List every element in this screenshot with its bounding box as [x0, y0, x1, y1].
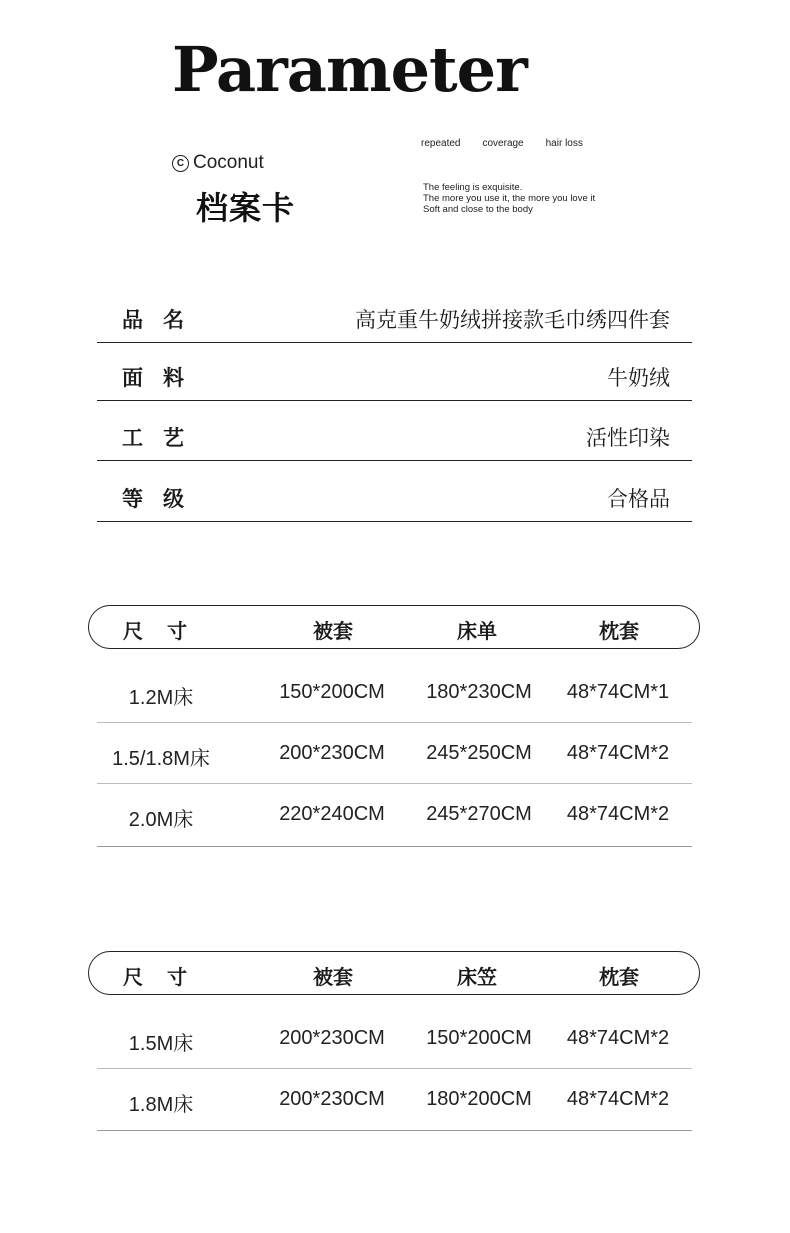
feature-tags	[421, 138, 605, 149]
header-cell: 枕套	[599, 967, 639, 989]
tagline-line: Soft and close to the body	[423, 204, 533, 215]
table-cell: 48*74CM*2	[566, 1027, 670, 1049]
tag-item: repeated	[421, 138, 461, 149]
table-cell: 220*240CM	[279, 803, 385, 825]
table-row	[97, 1069, 692, 1131]
table-cell: 150*200CM	[426, 1027, 532, 1049]
brand-logo	[172, 152, 264, 174]
spec-label: 工艺	[122, 427, 204, 450]
table-cell: 2.0M床	[128, 809, 194, 831]
spec-label: 面料	[122, 367, 204, 390]
table-cell: 48*74CM*2	[566, 1088, 670, 1110]
spec-row-fabric	[97, 343, 692, 401]
table-cell: 200*230CM	[279, 742, 385, 764]
spec-table	[97, 285, 692, 522]
tag-item: coverage	[482, 138, 524, 149]
table-cell: 1.5/1.8M床	[112, 748, 210, 770]
table-row	[97, 662, 692, 723]
table-cell: 48*74CM*1	[566, 681, 670, 703]
table-row	[97, 1008, 692, 1069]
table-cell: 48*74CM*2	[566, 803, 670, 825]
spec-value: 牛奶绒	[607, 367, 670, 390]
size-table-1	[88, 605, 700, 847]
page-title: Parameter	[172, 33, 527, 106]
table-cell: 180*230CM	[426, 681, 532, 703]
table-cell: 1.5M床	[128, 1033, 194, 1055]
size-table-2	[88, 951, 700, 1131]
table-cell: 245*250CM	[426, 742, 532, 764]
header-cell: 尺寸	[123, 621, 211, 643]
header-cell: 尺寸	[123, 967, 211, 989]
header-cell: 被套	[313, 967, 353, 989]
tagline-line: The more you use it, the more you love it	[423, 193, 596, 204]
table-cell: 1.8M床	[128, 1094, 194, 1116]
spec-row-grade	[97, 461, 692, 522]
tag-item: hair loss	[545, 138, 583, 149]
size-table-header	[88, 605, 700, 649]
copyright-icon: C	[172, 155, 189, 172]
header-cell: 枕套	[599, 621, 639, 643]
table-cell: 48*74CM*2	[566, 742, 670, 764]
spec-value: 高克重牛奶绒拼接款毛巾绣四件套	[355, 309, 670, 332]
table-cell: 245*270CM	[426, 803, 532, 825]
brand-name: Coconut	[193, 152, 264, 173]
header-cell: 床单	[457, 621, 497, 643]
header-cell: 被套	[313, 621, 353, 643]
size-table-header	[88, 951, 700, 995]
table-row	[97, 784, 692, 847]
header-cell: 床笠	[457, 967, 497, 989]
table-cell: 200*230CM	[279, 1027, 385, 1049]
tagline	[423, 182, 595, 215]
spec-label: 等级	[122, 488, 204, 511]
spec-value: 活性印染	[586, 427, 670, 450]
table-row	[97, 723, 692, 784]
table-cell: 200*230CM	[279, 1088, 385, 1110]
table-cell: 150*200CM	[279, 681, 385, 703]
spec-value: 合格品	[607, 488, 670, 511]
table-cell: 180*200CM	[426, 1088, 532, 1110]
spec-row-process	[97, 401, 692, 461]
card-title: 档案卡	[196, 190, 296, 226]
spec-row-name	[97, 285, 692, 343]
tagline-line: The feeling is exquisite.	[423, 182, 523, 193]
spec-label: 品名	[122, 309, 204, 332]
table-cell: 1.2M床	[128, 687, 194, 709]
